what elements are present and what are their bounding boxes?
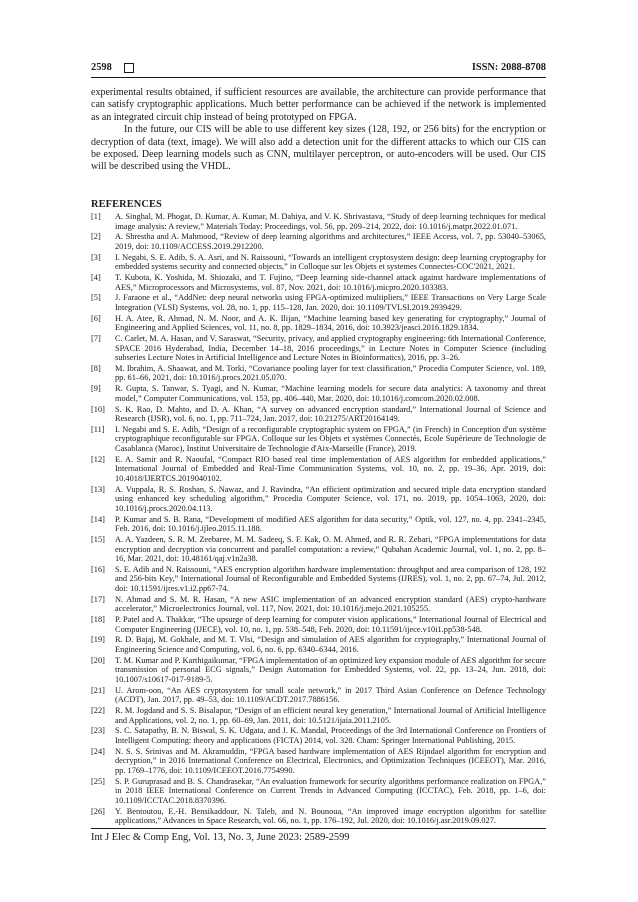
references-heading: REFERENCES [91,199,162,210]
reference-number: [19] [91,635,105,645]
reference-item [91,212,546,231]
reference-text: S. P. Guruprasad and B. S. Chandrasekar, “An evaluation framework for security algorithms performance realization on FPGA,” in 2018 IEEE International Conference on Current Trends in Advanced Computing (ICCTAC), Feb. 2018, pp. 1–6, doi: 10.1109/ICCTAC.2018.8370396. [115,776,546,805]
reference-item [91,455,546,484]
reference-text: A. Vuppala, R. S. Roshan, S. Nawaz, and J. Ravindra, “An efficient optimization and secured triple data encryption standard using enhanced key scheduling algorithm,” Procedia Computer Science, vol. 171, no. 2019, pp. 1054–1063, 2020, doi: 10.1016/j.procs.2020.04.113. [115,484,546,513]
reference-number: [8] [91,363,101,373]
reference-item [91,425,546,454]
page-footer: Int J Elec & Comp Eng, Vol. 13, No. 3, June 2023: 2589-2599 [91,832,350,843]
reference-text: S. K. Rao, D. Mahto, and D. A. Khan, “A survey on advanced encryption standard,” International Journal of Science and Research (IJSR), vol. 6, no. 1, pp. 711–724, Jan. 2017, doi: 10.21275/ART20164149. [115,404,546,424]
reference-item [91,747,546,776]
body-paragraph-1: experimental results obtained, if sufficient resources are available, the architecture can provide performance that can satisfy cryptographic applications. Much better performance can be achieved if the network is implemented as an integrated circuit chip instead of being prototyped on FPGA. [91,87,546,123]
reference-text: I. Negabi, S. E. Adib, S. A. Asri, and N. Raissouni, “Towards an intelligent cryptosystem design: deep learning cryptography for embedded systems security and connected objects,” in Colloque sur les Objets et systemes Connectes-COC'2021, 2021. [115,252,546,272]
reference-text: T. Kubota, K. Yoshida, M. Shiozaki, and T. Fujino, “Deep learning side-channel attack against hardware implementations of AES,” Microprocessors and Microsystems, vol. 87, Nov. 2021, doi: 10.1016/j.micpro.2020.103383. [115,272,546,292]
reference-number: [10] [91,404,105,414]
reference-text: U. Arom-oon, “An AES cryptosystem for small scale network,” in 2017 Third Asian Conference on Defence Technology (ACDT), Jan. 2017, pp. 49–53, doi: 10.1109/ACDT.2017.7886156. [115,685,546,705]
reference-item [91,807,546,826]
reference-item [91,615,546,634]
reference-item [91,686,546,705]
reference-number: [14] [91,514,105,524]
header-divider [91,77,546,78]
reference-number: [13] [91,484,105,494]
footer-divider [91,828,546,829]
reference-number: [22] [91,706,105,716]
reference-item [91,405,546,424]
reference-item [91,314,546,333]
reference-text: P. Kumar and S. B. Rana, “Development of modified AES algorithm for data security,” Optik, vol. 127, no. 4, pp. 2341–2345, Feb. 2016, doi: 10.1016/j.ijleo.2015.11.188. [115,514,546,534]
reference-item [91,535,546,564]
reference-item [91,565,546,594]
reference-text: A. Singhal, M. Phogat, D. Kumar, A. Kumar, M. Dahiya, and V. K. Shrivastava, “Study of deep learning techniques for medical image analysis: A review,” Materials Today: Proceedings, vol. 56, pp. 209–214, 2022, doi: 10.1016/j.matpr.2022.01.071. [115,212,546,231]
reference-number: [2] [91,232,101,242]
reference-number: [16] [91,564,105,574]
reference-number: [5] [91,293,101,303]
reference-number: [4] [91,272,101,282]
reference-text: N. S. S. Srinivas and M. Akramuddin, “FPGA based hardware implementation of AES Rijndael algorithm for encryption and decryption,” in 2016 International Conference on Electrical, Electronics, and Optimization Techniques (ICEEOT), Mar. 2016, pp. 1769–1776, doi: 10.1109/ICEEOT.2016.7754990. [115,746,546,775]
reference-number: [18] [91,615,105,625]
reference-item [91,364,546,383]
body-text [91,87,546,174]
reference-item [91,293,546,312]
reference-item [91,635,546,654]
reference-text: P. Patel and A. Thakkar, “The upsurge of deep learning for computer vision applications,” International Journal of Electrical and Computer Engineering (IJECE), vol. 10, no. 1, pp. 538–548, Feb. 2020, doi: 10.11591/ijece.v10i1.pp538-548. [115,615,546,634]
reference-list [91,212,546,827]
reference-text: A. A. Yazdeen, S. R. M. Zeebaree, M. M. Sadeeq, S. F. Kak, O. M. Ahmed, and R. R. Zebari, “FPGA implementations for data encryption and decryption via concurrent and parallel computation: a review,” Qubahan Academic Journal, vol. 1, no. 2, pp. 8–16, Mar. 2021, doi: 10.48161/qaj.v1n2a38. [115,534,546,564]
reference-item [91,273,546,292]
reference-item [91,656,546,685]
reference-number: [12] [91,454,105,464]
reference-text: S. C. Satapathy, B. N. Biswal, S. K. Udgata, and J. K. Mandal, Proceedings of the 3rd International Conference on Frontiers of Intelligent Computing: theory and applications (FICTA) 2014, vol. 328. Cham: Springer International Publishing, 2015. [115,726,546,745]
reference-text: E. A. Samir and R. Naoufal, “Compact RIO based real time implementation of AES algorithm for embedded applications,” International Journal of Embedded and Real-Time Communication Systems, vol. 10, no. 2, pp. 19–36, Apr. 2019, doi: 10.4018/IJERTCS.2019040102. [115,454,546,483]
reference-text: R. D. Bajaj, M. Gokhale, and M. T. Vlsi, “Design and simulation of AES algorithm for cryptography,” International Journal of Engineering Science and Computing, vol. 6, no. 6, pp. 6340–6344, 2016. [115,635,546,655]
reference-text: T. M. Kumar and P. Karthigaikumar, “FPGA implementation of an optimized key expansion module of AES algorithm for secure transmission of personal ECG signals,” Design Automation for Embedded Systems, vol. 22, pp. 13–24, Jun. 2018, doi: 10.1007/s10617-017-9189-5. [115,655,546,684]
reference-text: H. A. Atee, R. Ahmad, N. M. Noor, and A. K. Ilijan, “Machine learning based key generating for cryptography,” Journal of Engineering and Applied Sciences, vol. 11, no. 8, pp. 1829–1834, 2016, doi: 10.3923/jeasci.2016.1829.1834. [115,313,546,333]
reference-text: I. Negabi and S. E. Adib, “Design of a reconfigurable cryptographic system on FPGA,” (in French) in Conception d'un système cryptographique reconfigurable sur FPGA. Colloque sur les Objets et systèmes Connectés, Ecole Supérieure de Technologie de Casablanca (Maroc), Institut Universitaire de Technologie d'Aix-Marseille (France), 2019. [115,424,546,454]
reference-item [91,485,546,514]
reference-text: M. Ibrahim, A. Shaawat, and M. Torki, “Covariance pooling layer for text classification,” Procedia Computer Science, vol. 189, pp. 61–66, 2021, doi: 10.1016/j.procs.2021.05.070. [115,363,546,383]
reference-number: [9] [91,384,101,394]
reference-number: [3] [91,252,101,262]
reference-text: Y. Bentoutou, E.-H. Bensikaddour, N. Taleb, and N. Bounoua, “An improved image encryption algorithm for satellite applications,” Advances in Space Research, vol. 66, no. 1, pp. 176–192, Jul. 2020, doi: 10.1016/j.asr.2019.09.027. [115,806,546,826]
body-paragraph-2: In the future, our CIS will be able to use different key sizes (128, 192, or 256 bits) for the encryption or decryption of data (text, image). We will also add a detection unit for the different attacks to which our CIS can be exposed. Deep learning models such as CNN, multilayer perceptron, or auto-encoders will be used. Our CIS will be described using the VHDL. [91,124,546,173]
reference-number: [17] [91,594,105,604]
reference-item [91,232,546,251]
square-bullet-icon [124,63,134,73]
reference-item [91,253,546,272]
reference-text: S. E. Adib and N. Raissouni, “AES encryption algorithm hardware implementation: throughput and area comparison of 128, 192 and 256-bits Key,” International Journal of Reconfigurable and Embedded Systems (IJRES), vol. 1, no. 2, pp. 67–74, Jul. 2012, doi: 10.11591/ijres.v1.i2.pp67-74. [115,564,546,594]
page-number: 2598 [91,62,112,73]
reference-text: R. Gupta, S. Tanwar, S. Tyagi, and N. Kumar, “Machine learning models for secure data analytics: A taxonomy and threat model,” Computer Communications, vol. 153, pp. 406–440, Mar. 2020, doi: 10.1016/j.comcom.2020.02.008. [115,384,546,403]
reference-item [91,595,546,614]
reference-number: [15] [91,534,105,544]
reference-item [91,334,546,363]
reference-item [91,706,546,725]
reference-number: [21] [91,685,105,695]
reference-text: N. Ahmad and S. M. R. Hasan, “A new ASIC implementation of an advanced encryption standard (AES) crypto-hardware accelerator,” Microelectronics Journal, vol. 117, Nov. 2021, doi: 10.1016/j.mejo.2021.105255. [115,594,546,614]
reference-number: [1] [91,212,101,221]
reference-number: [24] [91,746,105,756]
reference-text: A. Shrestha and A. Mahmood, “Review of deep learning algorithms and architectures,” IEEE Access, vol. 7, pp. 53040–53065, 2019, doi: 10.1109/ACCESS.2019.2912200. [115,232,546,251]
reference-text: C. Carlet, M. A. Hasan, and V. Saraswat, “Security, privacy, and applied cryptography engineering: 6th International Conference, SPACE 2016 Hyderabad, India, December 14–18, 2016 proceedings,” in Lecture Notes in Computer Science (including subseries Lecture Notes in Artificial Intelligence and Lecture Notes in Bioinformatics), 2016, pp. 3–26. [115,333,546,363]
reference-number: [11] [91,424,105,434]
reference-number: [25] [91,776,105,786]
reference-item [91,384,546,403]
reference-number: [6] [91,313,101,323]
reference-item [91,515,546,534]
reference-number: [7] [91,333,101,343]
reference-number: [20] [91,655,105,665]
reference-item [91,777,546,806]
reference-item [91,726,546,745]
issn-label: ISSN: 2088-8708 [471,62,546,73]
reference-number: [26] [91,806,105,816]
reference-text: R. M. Jogdand and S. S. Bisalapur, “Design of an efficient neural key generation,” International Journal of Artificial Intelligence and Applications, vol. 2, no. 1, pp. 60–69, Jan. 2011, doi: 10.5121/ijaia.2011.2105. [115,706,546,725]
reference-text: J. Faraone et al., “AddNet: deep neural networks using FPGA-optimized multipliers,” IEEE Transactions on Very Large Scale Integration (VLSI) Systems, vol. 28, no. 1, pp. 115–128, Jan. 2020, doi: 10.1109/TVLSI.2019.2939429. [115,293,546,312]
page-header [91,62,546,76]
reference-number: [23] [91,726,105,736]
